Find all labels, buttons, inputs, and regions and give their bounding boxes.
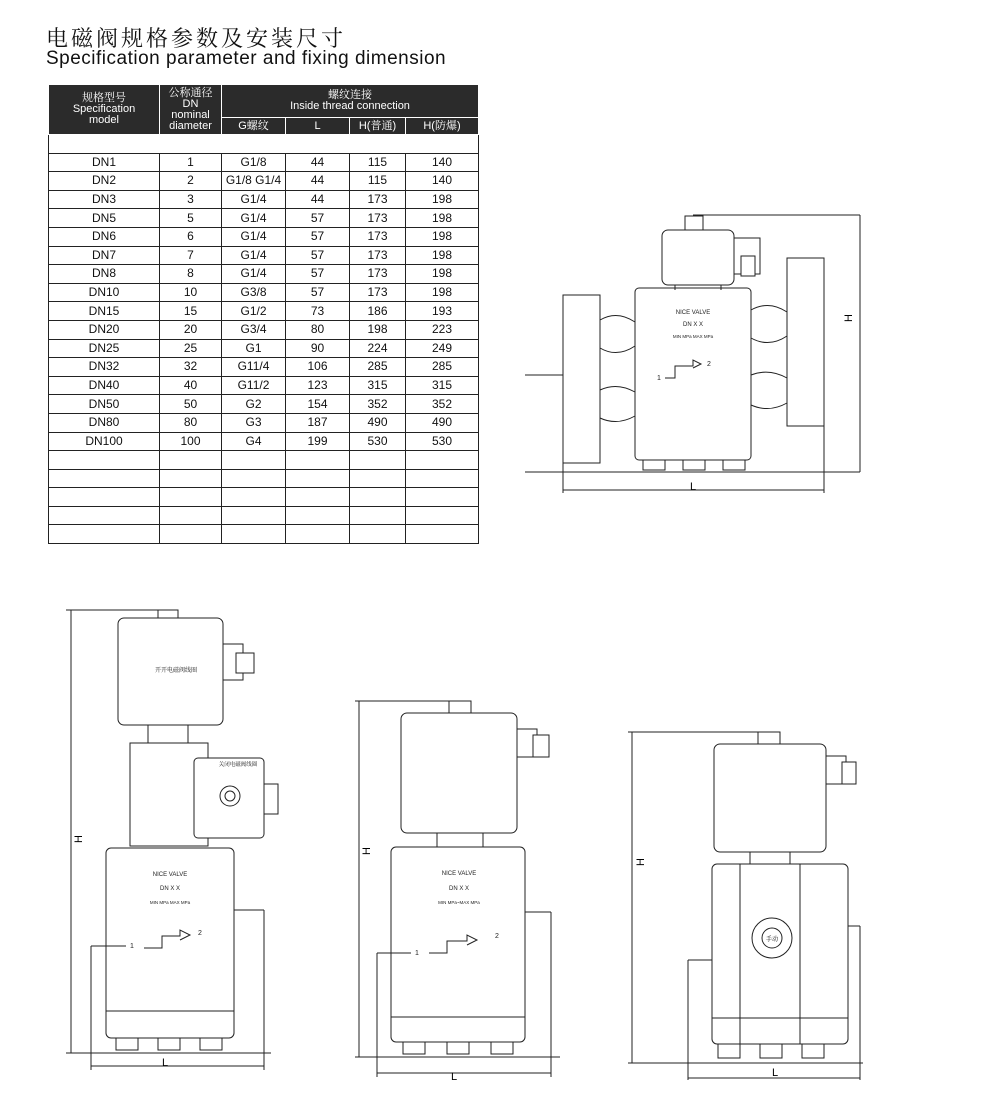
cell-model: DN8 (49, 265, 160, 284)
blank-cell (49, 506, 160, 525)
table-row (49, 172, 479, 191)
cell-h-explosion: 249 (406, 339, 479, 358)
table-row (49, 358, 479, 377)
single-port-out: 2 (495, 933, 499, 940)
table-row (49, 265, 479, 284)
blank-row (49, 488, 479, 507)
cell-g-thread: G1/4 (222, 227, 286, 246)
blank-cell (406, 451, 479, 470)
cell-model: DN32 (49, 358, 160, 377)
side-view-drawing (628, 728, 863, 1083)
table-row (49, 246, 479, 265)
blank-cell (350, 525, 406, 544)
cell-dn: 40 (160, 376, 222, 395)
cell-h-normal: 115 (350, 172, 406, 191)
header-h-normal: H(普通) (350, 118, 406, 135)
header-thread: 螺纹连接 Inside thread connection (222, 85, 479, 118)
blank-cell (222, 525, 286, 544)
double-coil-valve-drawing (66, 608, 271, 1070)
cell-model: DN2 (49, 172, 160, 191)
cell-l: 106 (286, 358, 350, 377)
page-title-en: Specification parameter and fixing dimension (46, 48, 447, 69)
blank-cell (286, 451, 350, 470)
cell-h-explosion: 198 (406, 190, 479, 209)
table-row (49, 413, 479, 432)
blank-cell (49, 451, 160, 470)
table-row (49, 395, 479, 414)
cell-g-thread: G1/2 (222, 302, 286, 321)
blank-cell (49, 469, 160, 488)
cell-dn: 32 (160, 358, 222, 377)
cell-l: 57 (286, 209, 350, 228)
cell-dn: 3 (160, 190, 222, 209)
cell-dn: 6 (160, 227, 222, 246)
cell-dn: 1 (160, 153, 222, 172)
top-coil-label: 开开电磁阀线圈 (154, 668, 198, 674)
cell-dn: 2 (160, 172, 222, 191)
cell-dn: 25 (160, 339, 222, 358)
cell-h-explosion: 315 (406, 376, 479, 395)
table-row (49, 190, 479, 209)
cell-g-thread: G1/8 (222, 153, 286, 172)
cell-h-normal: 315 (350, 376, 406, 395)
cell-h-explosion: 193 (406, 302, 479, 321)
cell-l: 44 (286, 190, 350, 209)
table-row (49, 339, 479, 358)
double-port-out: 2 (198, 930, 202, 937)
cell-l: 154 (286, 395, 350, 414)
cell-h-explosion: 198 (406, 283, 479, 302)
blank-cell (222, 506, 286, 525)
single-model: DN X X (448, 886, 470, 892)
cell-model: DN1 (49, 153, 160, 172)
cell-g-thread: G3/4 (222, 320, 286, 339)
double-pressure: MIN MPa MAX MPa (149, 900, 191, 905)
cell-model: DN100 (49, 432, 160, 451)
blank-row (49, 525, 479, 544)
cell-l: 44 (286, 153, 350, 172)
header-dn: 公称通径 DN nominal diameter (160, 85, 222, 135)
double-dim-h: H (73, 835, 85, 843)
cell-model: DN10 (49, 283, 160, 302)
cell-h-normal: 173 (350, 209, 406, 228)
cell-l: 57 (286, 283, 350, 302)
single-pressure: MIN MPa~MAX MPa (438, 900, 480, 905)
cell-l: 90 (286, 339, 350, 358)
cell-g-thread: G1/8 G1/4 (222, 172, 286, 191)
cell-h-normal: 285 (350, 358, 406, 377)
cell-h-normal: 530 (350, 432, 406, 451)
cell-model: DN50 (49, 395, 160, 414)
blank-row (49, 506, 479, 525)
cell-h-normal: 173 (350, 265, 406, 284)
cell-h-explosion: 223 (406, 320, 479, 339)
blank-cell (160, 451, 222, 470)
blank-cell (160, 506, 222, 525)
cell-h-explosion: 490 (406, 413, 479, 432)
blank-cell (350, 506, 406, 525)
double-port-in: 1 (130, 943, 134, 950)
blank-cell (160, 525, 222, 544)
cell-h-explosion: 285 (406, 358, 479, 377)
table-row (49, 283, 479, 302)
cell-model: DN7 (49, 246, 160, 265)
cell-g-thread: G1/4 (222, 209, 286, 228)
cell-dn: 20 (160, 320, 222, 339)
table-row (49, 320, 479, 339)
side-knob-label: 手动 (765, 937, 779, 943)
cell-h-explosion: 198 (406, 227, 479, 246)
blank-cell (406, 506, 479, 525)
blank-cell (406, 469, 479, 488)
cell-h-explosion: 198 (406, 265, 479, 284)
blank-cell (49, 525, 160, 544)
single-dim-h: H (361, 847, 373, 855)
cell-h-explosion: 530 (406, 432, 479, 451)
header-model: 规格型号 Specification model (49, 85, 160, 135)
cell-g-thread: G1/4 (222, 190, 286, 209)
cell-h-explosion: 198 (406, 209, 479, 228)
cell-dn: 15 (160, 302, 222, 321)
blank-cell (160, 488, 222, 507)
cell-dn: 8 (160, 265, 222, 284)
flange-dim-l: L (690, 481, 697, 493)
cell-dn: 5 (160, 209, 222, 228)
cell-model: DN6 (49, 227, 160, 246)
cell-model: DN15 (49, 302, 160, 321)
cell-model: DN80 (49, 413, 160, 432)
cell-h-explosion: 140 (406, 153, 479, 172)
blank-row (49, 469, 479, 488)
side-coil-label: 关闭电磁阀线圈 (218, 762, 258, 768)
table-row (49, 153, 479, 172)
cell-model: DN3 (49, 190, 160, 209)
cell-l: 199 (286, 432, 350, 451)
cell-h-normal: 173 (350, 190, 406, 209)
cell-h-explosion: 352 (406, 395, 479, 414)
cell-l: 187 (286, 413, 350, 432)
header-l: L (286, 118, 350, 135)
cell-model: DN20 (49, 320, 160, 339)
cell-g-thread: G3 (222, 413, 286, 432)
cell-h-normal: 490 (350, 413, 406, 432)
blank-cell (350, 469, 406, 488)
flange-valve-drawing (525, 210, 870, 500)
side-dim-h: H (635, 858, 647, 866)
cell-l: 57 (286, 265, 350, 284)
flange-brand: NICE VALVE (675, 310, 711, 316)
blank-cell (286, 525, 350, 544)
blank-cell (406, 525, 479, 544)
blank-cell (286, 506, 350, 525)
cell-g-thread: G4 (222, 432, 286, 451)
cell-l: 57 (286, 227, 350, 246)
blank-cell (350, 451, 406, 470)
blank-cell (222, 451, 286, 470)
table-row (49, 209, 479, 228)
blank-cell (222, 469, 286, 488)
cell-dn: 50 (160, 395, 222, 414)
blank-row (49, 451, 479, 470)
cell-dn: 100 (160, 432, 222, 451)
cell-g-thread: G2 (222, 395, 286, 414)
cell-g-thread: G11/2 (222, 376, 286, 395)
cell-g-thread: G1 (222, 339, 286, 358)
blank-cell (406, 488, 479, 507)
cell-g-thread: G1/4 (222, 265, 286, 284)
cell-dn: 10 (160, 283, 222, 302)
cell-h-normal: 115 (350, 153, 406, 172)
cell-l: 80 (286, 320, 350, 339)
cell-dn: 80 (160, 413, 222, 432)
flange-port-in: 1 (657, 375, 661, 382)
cell-h-normal: 224 (350, 339, 406, 358)
cell-h-normal: 173 (350, 283, 406, 302)
cell-h-normal: 173 (350, 227, 406, 246)
flange-dim-h: H (843, 314, 855, 322)
blank-cell (286, 488, 350, 507)
table-row (49, 432, 479, 451)
cell-model: DN25 (49, 339, 160, 358)
table-row (49, 227, 479, 246)
flange-port-out: 2 (707, 361, 711, 368)
cell-l: 44 (286, 172, 350, 191)
side-dim-l: L (772, 1067, 779, 1079)
double-model: DN X X (159, 886, 181, 892)
cell-g-thread: G1/4 (222, 246, 286, 265)
page-title-cn: 电磁阀规格参数及安装尺寸 (46, 27, 347, 52)
cell-l: 73 (286, 302, 350, 321)
cell-l: 57 (286, 246, 350, 265)
cell-h-explosion: 140 (406, 172, 479, 191)
flange-model: DN X X (682, 322, 704, 328)
blank-cell (222, 488, 286, 507)
single-coil-valve-drawing (355, 697, 560, 1087)
blank-cell (350, 488, 406, 507)
cell-h-normal: 352 (350, 395, 406, 414)
cell-l: 123 (286, 376, 350, 395)
blank-cell (160, 469, 222, 488)
cell-g-thread: G11/4 (222, 358, 286, 377)
header-h-explosion: H(防爆) (406, 118, 479, 135)
cell-g-thread: G3/8 (222, 283, 286, 302)
single-brand: NICE VALVE (441, 871, 477, 877)
blank-cell (286, 469, 350, 488)
flange-pressure: MIN MPa MAX MPa (672, 334, 714, 339)
cell-h-normal: 198 (350, 320, 406, 339)
cell-dn: 7 (160, 246, 222, 265)
cell-h-normal: 173 (350, 246, 406, 265)
cell-model: DN40 (49, 376, 160, 395)
cell-h-normal: 186 (350, 302, 406, 321)
header-g-thread: G螺纹 (222, 118, 286, 135)
single-port-in: 1 (415, 950, 419, 957)
double-brand: NICE VALVE (152, 872, 188, 878)
cell-model: DN5 (49, 209, 160, 228)
double-dim-l: L (162, 1057, 169, 1069)
table-row (49, 302, 479, 321)
single-dim-l: L (451, 1071, 458, 1083)
spec-table (48, 84, 479, 544)
table-row (49, 376, 479, 395)
spec-table-wrapper (48, 84, 478, 544)
cell-h-explosion: 198 (406, 246, 479, 265)
blank-cell (49, 488, 160, 507)
